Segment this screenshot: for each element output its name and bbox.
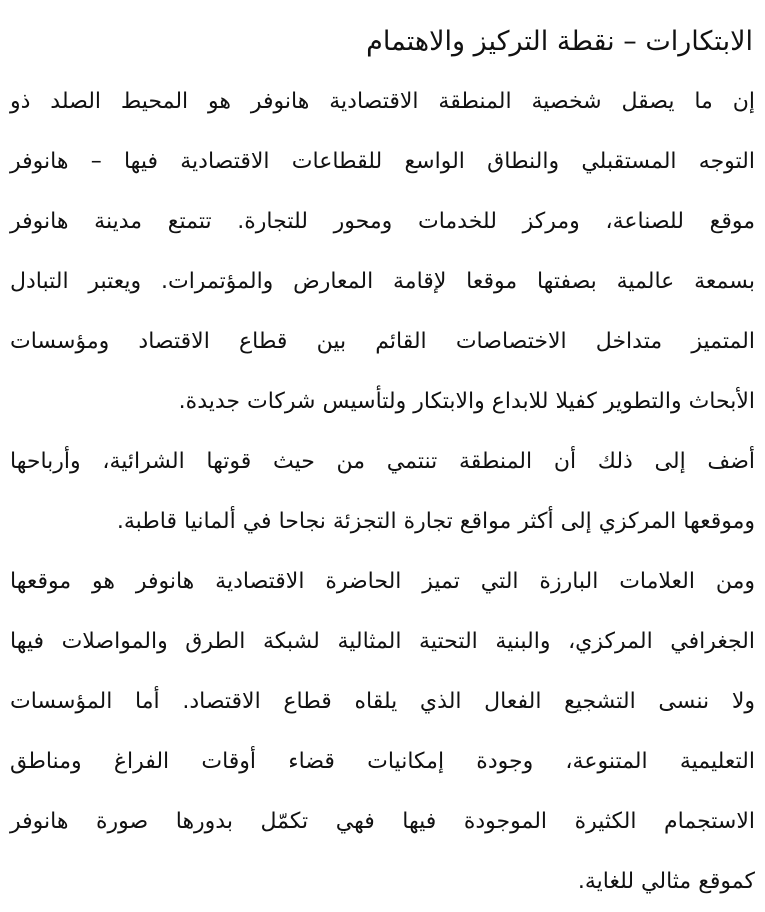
document-title: الابتكارات – نقطة التركيز والاهتمام bbox=[366, 26, 753, 57]
paragraph-line: الاستجمام الكثيرة الموجودة فيها فهي تكمّل بدورها صورة هانوفر bbox=[10, 809, 755, 834]
paragraph-line: الأبحاث والتطوير كفيلا للابداع والابتكار ولتأسيس شركات جديدة. bbox=[178, 389, 755, 414]
paragraph-line: إن ما يصقل شخصية المنطقة الاقتصادية هانوفر هو المحيط الصلد ذو bbox=[10, 89, 755, 114]
paragraph-line: موقع للصناعة، ومركز للخدمات ومحور للتجارة. تتمتع مدينة هانوفر bbox=[10, 209, 755, 234]
paragraph-line: أضف إلى ذلك أن المنطقة تنتمي من حيث قوتها الشرائية، وأرباحها bbox=[10, 449, 755, 474]
paragraph-line: المتميز متداخل الاختصاصات القائم بين قطاع الاقتصاد ومؤسسات bbox=[10, 329, 755, 354]
paragraph-line: بسمعة عالمية بصفتها موقعا لإقامة المعارض والمؤتمرات. ويعتبر التبادل bbox=[10, 269, 755, 294]
paragraph-line: التوجه المستقبلي والنطاق الواسع للقطاعات الاقتصادية فيها – هانوفر bbox=[10, 149, 755, 174]
paragraph-line: ولا ننسى التشجيع الفعال الذي يلقاه قطاع الاقتصاد. أما المؤسسات bbox=[10, 689, 755, 714]
paragraph-line: الجغرافي المركزي، والبنية التحتية المثالية لشبكة الطرق والمواصلات فيها bbox=[10, 629, 755, 654]
paragraph-line: ومن العلامات البارزة التي تميز الحاضرة الاقتصادية هانوفر هو موقعها bbox=[10, 569, 755, 594]
paragraph-line: وموقعها المركزي إلى أكثر مواقع تجارة التجزئة نجاحا في ألمانيا قاطبة. bbox=[116, 509, 755, 534]
paragraph-line: التعليمية المتنوعة، وجودة إمكانيات قضاء أوقات الفراغ ومناطق bbox=[10, 749, 755, 774]
paragraph-line: كموقع مثالي للغاية. bbox=[577, 869, 755, 894]
